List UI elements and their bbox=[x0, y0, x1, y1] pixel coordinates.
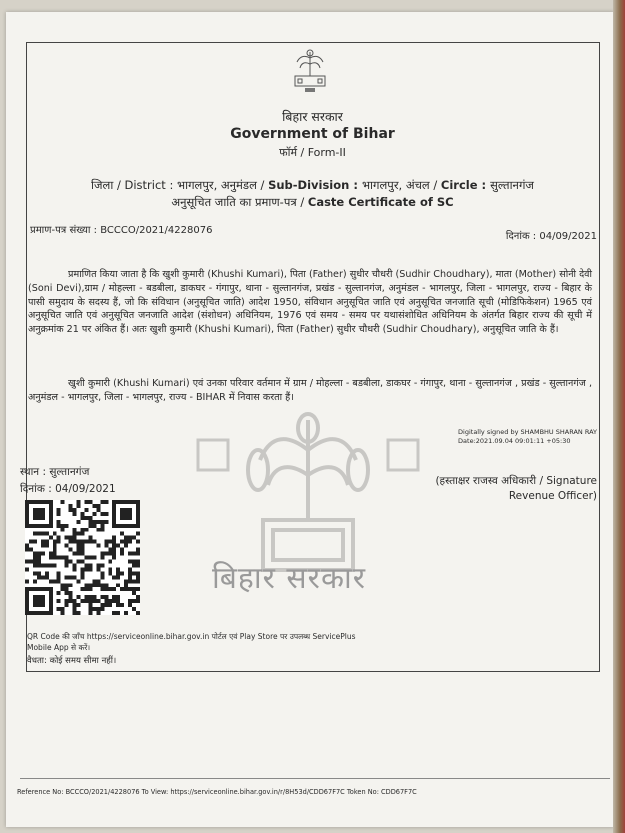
issue-date: दिनांक : 04/09/2021 bbox=[505, 231, 597, 242]
form-title: फॉर्म / Form-II bbox=[279, 146, 346, 159]
qr-verification-note bbox=[27, 631, 447, 653]
certificate-paragraph-2: खुशी कुमारी (Khushi Kumari) एवं उनका परिवार वर्तमान में ग्राम / मोहल्ला - बडबीला, डाकघर - गंगापुर, थाना - सुल्तानगंज , प्रखंड - सुल्तानगंज , अनुमंडल - भागलपुर, जिला - भागलपुर, राज्य - BIHAR में निवास करता हैं। bbox=[28, 378, 592, 403]
certificate-paragraph-1: प्रमाणित किया जाता है कि खुशी कुमारी (Khushi Kumari), पिता (Father) सुधीर चौधरी (Sudhir Choudhary), माता (Mother) सोनी देवी (Soni Devi),ग्राम / मोहल्ला - बडबीला, डाकघर - गंगापुर, थाना - सुल्तानगंज, प्रखंड - सुल्तानगंज, अनुमंडल - भागलपुर, जिला - भागलपुर, राज्य - बिहार के पासी समुदाय के सदस्य हैं, जो कि संविधान (अनुसूचित जाति) आदेश 1950, संविधान अनुसूचित जाति एवं अनुसूचित जनजाति सूची (मोडिफिकेशन) 1965 एवं अनुसूचित जाति एवं अनुसूचित जनजाति आदेश (संशोधन) अधिनियम, 1976 एवं समय - समय पर यथासंशोधित अधिनियम के अंतर्गत बिहार राज्य की सूची में अनुक्रमांक 21 पर अंकित हैं। अतः खुशी कुमारी (Khushi Kumari), पिता (Father) सुधीर चौधरी (Sudhir Choudhary), अनुसूचित जाति के हैं। bbox=[28, 269, 592, 336]
digital-signature-date: Date:2021.09.04 09:01:11 +05:30 bbox=[458, 437, 571, 445]
validity: वैधता: कोई समय सीमा नहीं। bbox=[27, 656, 117, 666]
district-label: जिला / District : bbox=[91, 178, 177, 192]
subdivision-value: भागलपुर, अंचल / bbox=[361, 178, 441, 192]
bottom-date: दिनांक : 04/09/2021 bbox=[20, 483, 116, 495]
govt-hindi-title: बिहार सरकार bbox=[282, 109, 343, 124]
signature-block bbox=[435, 474, 597, 504]
digital-signature bbox=[458, 428, 597, 446]
footer-divider bbox=[20, 778, 610, 779]
signature-line-2: Revenue Officer) bbox=[508, 490, 597, 502]
certificate-title bbox=[0, 195, 625, 210]
circle-value: सुल्तानगंज bbox=[490, 178, 534, 192]
circle-label: Circle : bbox=[440, 178, 491, 192]
certificate-title-english: Caste Certificate of SC bbox=[307, 195, 454, 209]
watermark-text: बिहार सरकार bbox=[212, 561, 367, 596]
bihar-emblem-icon bbox=[289, 48, 331, 94]
subdivision-label: Sub-Division : bbox=[268, 178, 362, 192]
certificate-number: प्रमाण-पत्र संख्या : BCCCO/2021/4228076 bbox=[30, 225, 213, 236]
place: स्थान : सुल्तानगंज bbox=[20, 466, 90, 478]
reference-footer: Reference No: BCCCO/2021/4228076 To View: https://serviceonline.bihar.gov.in/r/8H53d/CDD67F7C Token No: CDD67F7C bbox=[17, 788, 417, 796]
digital-signature-name: Digitally signed by SHAMBHU SHARAN RAY bbox=[458, 428, 597, 436]
qr-code-icon[interactable] bbox=[25, 500, 140, 615]
signature-line-1: (हस्ताक्षर राजस्व अधिकारी / Signature bbox=[435, 475, 597, 487]
qr-note-line-1: QR Code की जाँच https://serviceonline.bihar.gov.in पोर्टल एवं Play Store पर उपलब्ध ServicePlus bbox=[27, 632, 356, 641]
location-line bbox=[0, 178, 625, 193]
govt-english-title: Government of Bihar bbox=[230, 126, 395, 142]
qr-note-line-2: Mobile App से करें। bbox=[27, 643, 91, 652]
district-value: भागलपुर, अनुमंडल / bbox=[177, 178, 269, 192]
certificate-title-hindi: अनुसूचित जाति का प्रमाण-पत्र / bbox=[171, 195, 308, 209]
